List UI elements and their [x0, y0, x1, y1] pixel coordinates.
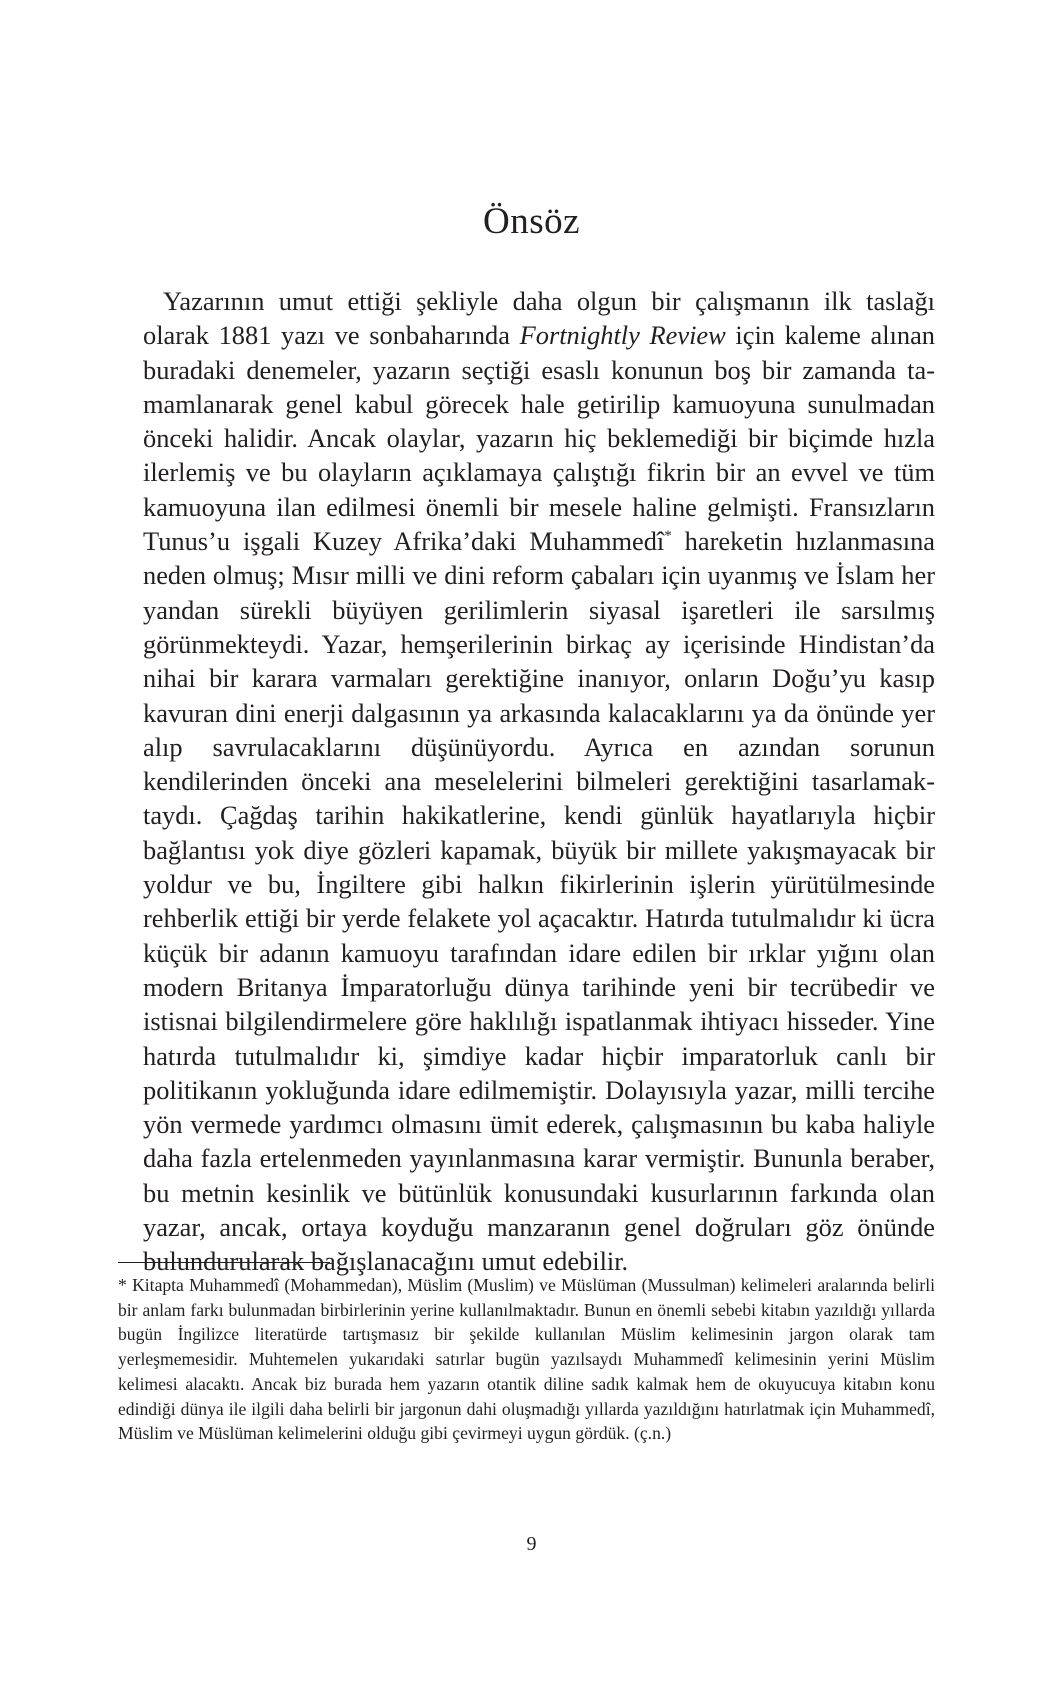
- publication-title: Fortnightly Review: [519, 320, 726, 351]
- footnote-marker: *: [664, 528, 672, 545]
- paragraph-text-start: Yazarının umut ettiği şekliyle daha olgun bir çalışmanın ilk taslağı olarak 1881 yazı ve sonbaharında: [143, 286, 935, 351]
- page-number: 9: [526, 1533, 537, 1555]
- paragraph-text-end: hareketin hızlanmasına neden olmuş; Mısır milli ve dini reform çabaları için uyanmış ve İslam her yandan sürekli büyüyen gerilimlerin siyasal işaretleri ile sarsılmış görünmekteydi. Yazar, hemşerilerinin birkaç ay içerisinde Hindistan’da nihai bir karara varmaları gerektiğine inanıyor, onların Doğu’yu kasıp kavuran dini enerji dalgasının ya arkasında kalacaklarını ya da önünde yer alıp savrulacaklarını düşünüyordu. Ayrıca en azından sorunun kendilerinden önceki ana meselelerini bilmeleri gerektiğini tasarlamaktaydı. Çağdaş tarihin hakikatlerine, kendi günlük hayatlarıyla hiçbir bağlantısı yok diye gözleri kapamak, büyük bir millete yakışmayacak bir yoldur ve bu, İngiltere gibi halkın fikirlerinin işlerin yürütülmesinde rehberlik ettiği bir yerde felakete yol açacaktır. Hatırda tutulmalıdır ki ücra küçük bir adanın kamuoyu tarafından idare edilen bir ırklar yığını olan modern Britanya İmparatorluğu dünya tarihinde yeni bir tecrübedir ve istisnai bilgilendirmelere göre haklılığı ispatlanmak ihtiyacı hisseder. Yine hatırda tutulmalıdır ki, şimdiye kadar hiçbir imparatorluk canlı bir politikanın yokluğunda idare edilmemiştir. Dolayısıyla yazar, milli tercihe yön vermede yardımcı olmasını ümit ederek, çalışmasının bu kaba haliyle daha fazla ertelenmeden yayınlanmasına karar vermiştir. Bununla beraber, bu metnin kesinlik ve bütünlük konusundaki kusurlarının farkında olan yazar, ancak, ortaya koyduğu manzaranın genel doğruları göz önünde bulundurularak bağışlanacağını umut edebilir.: [143, 526, 936, 1277]
- page-title: Önsöz: [482, 201, 581, 242]
- footnote: * Kitapta Muhammedî (Mohammedan), Müslim (Muslim) ve Müslüman (Mussulman) kelimeleri aralarında belirli bir anlam farkı bulunmadan birbirlerinin yerine kullanılmaktadır. Bunun en önemli sebebi kitabın yazıldığı yıllarda bugün İngilizce literatürde tartışmasız bir şekilde kullanılan Müslim kelimesinin jargon olarak tam yerleşmemesidir. Muhtemelen yukarıdaki satırlar bugün yazılsaydı Muhammedî kelimesinin yerini Müslim kelimesi alacaktı. Ancak biz burada hem yazarın otantik diline sadık kalmak hem de okuyucuya kitabın konu edindiği dünya ile ilgili daha belirli bir jargonun dahi oluşmadığı yıllarda yazıldığını hatırlatmak için Muhammedî, Müslim ve Müslüman kelimelerini olduğu gibi çevirmeyi uygun gördük. (ç.n.): [118, 1275, 935, 1444]
- footnote-divider: [118, 1262, 330, 1263]
- paragraph-text-middle: için kaleme alınan buradaki denemeler, yazarın seçtiği esaslı konunun boş bir zamanda tamamlanarak genel kabul görecek hale getirilip kamuoyuna sunulmadan önceki halidir. Ancak olaylar, yazarın hiç beklemediği bir biçimde hızla ilerlemiş ve bu olayların açıklamaya çalıştığı fikrin bir an evvel ve tüm kamuoyuna ilan edilmesi önemli bir mesele haline gelmişti. Fransızların Tunus’u işgali Kuzey Afrika’daki Muhammedî: [143, 320, 935, 557]
- body-paragraph: [143, 284, 935, 1279]
